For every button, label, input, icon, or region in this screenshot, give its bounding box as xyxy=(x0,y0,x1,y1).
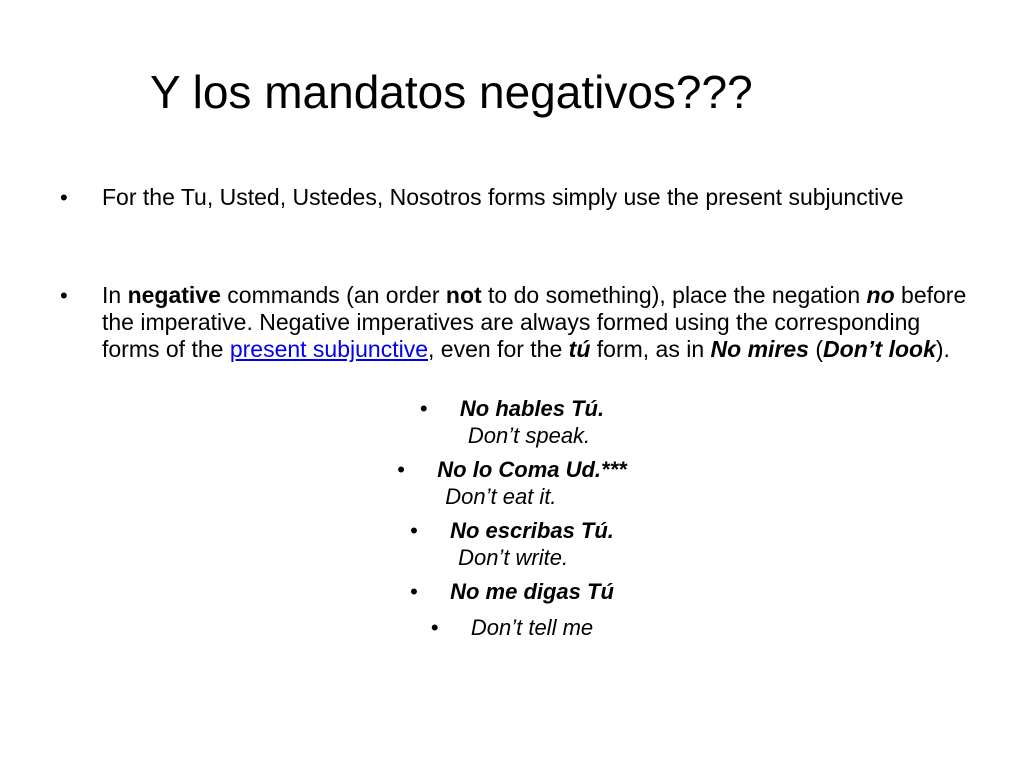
example-command: No escribas Tú. xyxy=(450,518,614,543)
emphasis-no: no xyxy=(866,282,895,308)
text-run: to do something), place the negation xyxy=(481,282,867,308)
example-translation: Don’t eat it. xyxy=(445,484,557,509)
example-command: No me digas Tú xyxy=(450,579,614,604)
emphasis-not: not xyxy=(445,282,482,308)
bullet-dot: • xyxy=(410,579,418,604)
bullet-dot: • xyxy=(430,615,439,640)
text-run: ( xyxy=(808,336,824,362)
bullet-dot: • xyxy=(419,396,428,421)
slide-title: Y los mandatos negativos??? xyxy=(150,66,753,118)
emphasis-negative: negative xyxy=(127,282,221,308)
emphasis-dont-look: Don’t look xyxy=(823,336,936,362)
example-translation: Don’t speak. xyxy=(467,423,591,448)
example-command: No lo Coma Ud.*** xyxy=(437,457,627,482)
text-run: In xyxy=(102,282,128,308)
emphasis-tu: tú xyxy=(568,336,591,362)
text-run: commands (an order xyxy=(220,282,446,308)
bullet-text xyxy=(102,282,982,363)
example-no-escribas xyxy=(0,517,1024,571)
present-subjunctive-link[interactable]: present subjunctive xyxy=(229,336,429,362)
bullet-dot: • xyxy=(60,185,68,210)
example-command: No hables Tú. xyxy=(459,396,605,421)
example-translation: Don’t write. xyxy=(458,545,569,570)
bullet-text: For the Tu, Usted, Ustedes, Nosotros forms simply use the present subjunctive xyxy=(102,184,904,210)
text-run: form, as in xyxy=(590,336,711,362)
text-run: , even for the xyxy=(428,336,569,362)
example-no-hables xyxy=(0,395,1024,449)
text-run: ). xyxy=(935,336,950,362)
text-run: before the imperative. Negative imperatives are always formed using the corresponding forms of the xyxy=(102,282,967,362)
example-no-me-digas xyxy=(0,578,1024,605)
bullet-dot: • xyxy=(410,518,418,543)
example-no-lo-coma xyxy=(0,456,1024,510)
bullet-dot: • xyxy=(60,283,68,308)
bullet-dot: • xyxy=(397,457,405,482)
example-dont-tell-me xyxy=(0,614,1024,641)
emphasis-no-mires: No mires xyxy=(710,336,809,362)
example-translation: Don’t tell me xyxy=(470,615,594,640)
